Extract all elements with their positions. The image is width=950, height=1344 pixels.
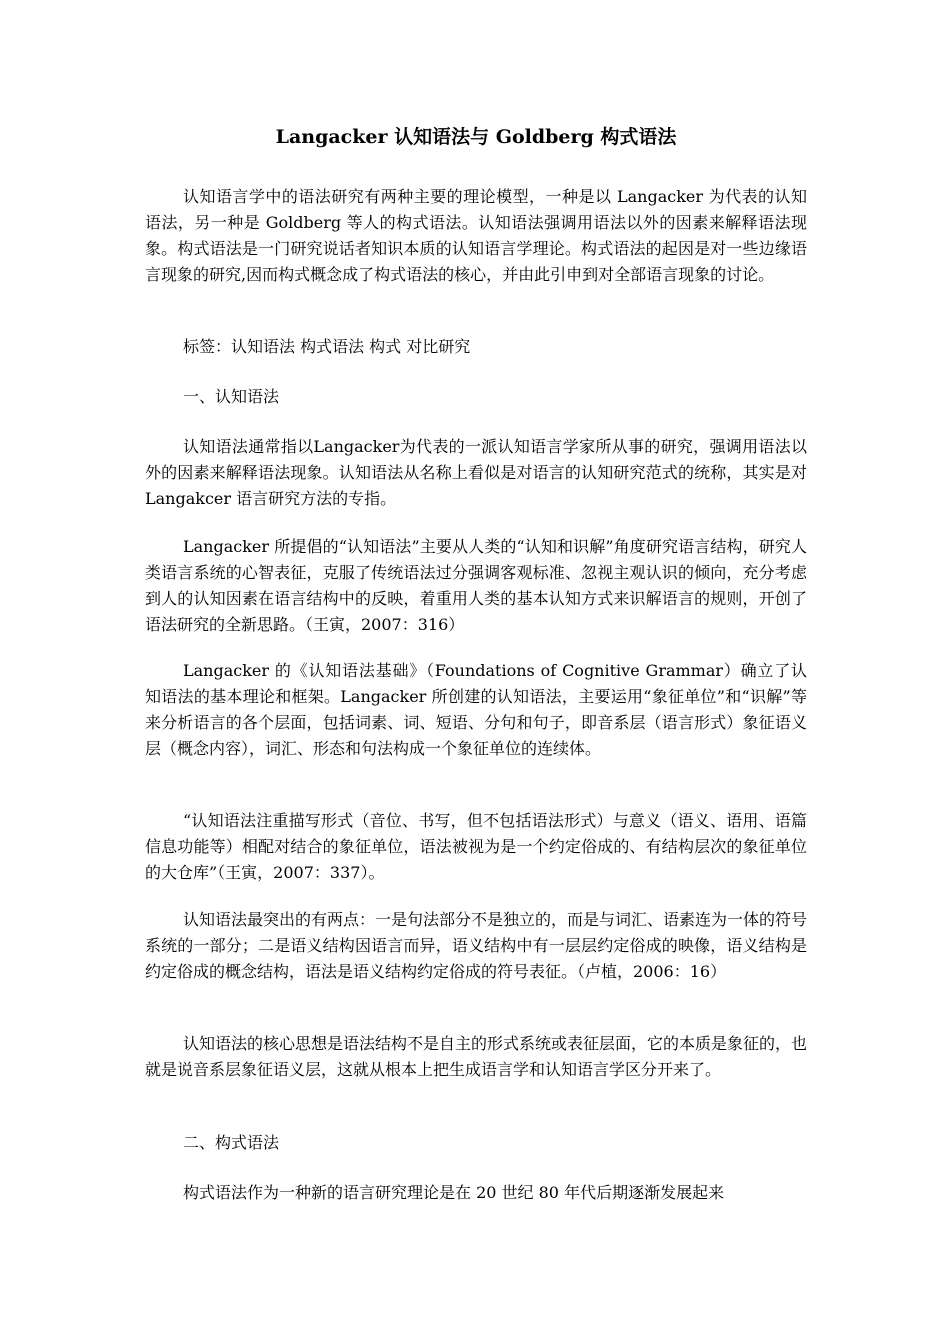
- body-paragraph: 认知语法的核心思想是语法结构不是自主的形式系统或表征层面，它的本质是象征的，也就是说音系层象征语义层，这就从根本上把生成语言学和认知语言学区分开来了。: [145, 1034, 808, 1079]
- section-heading-construction-grammar: 二、构式语法: [183, 1133, 280, 1152]
- body-paragraph: Langacker 所提倡的“认知语法”主要从人类的“认知和识解”角度研究语言结构，研究人类语言系统的心智表征，克服了传统语法过分强调客观标准、忽视主观认识的倾向，充分考虑到人的认知因素在语言结构中的反映，着重用人类的基本认知方式来识解语言的规则，开创了语法研究的全新思路。（王寅，2007：316）: [145, 537, 807, 634]
- document-title: Langacker 认知语法与 Goldberg 构式语法: [275, 126, 677, 148]
- body-paragraph: Langacker 的《认知语法基础》（Foundations of Cognitive Grammar）确立了认知语法的基本理论和框架。Langacker 所创建的认知语法，主要运用“象征单位”和“识解”等来分析语言的各个层面，包括词素、词、短语、分句和句子，即音系层（语言形式）象征语义层（概念内容），词汇、形态和句法构成一个象征单位的连续体。: [145, 661, 807, 758]
- body-paragraph: “认知语法注重描写形式（音位、书写，但不包括语法形式）与意义（语义、语用、语篇信息功能等）相配对结合的象征单位，语法被视为是一个约定俗成的、有结构层次的象征单位的大仓库”（王寅，2007：337）。: [145, 811, 807, 882]
- body-paragraph: 构式语法作为一种新的语言研究理论是在 20 世纪 80 年代后期逐渐发展起来: [183, 1183, 725, 1202]
- body-paragraph: 认知语法最突出的有两点：一是句法部分不是独立的，而是与词汇、语素连为一体的符号系统的一部分；二是语义结构因语言而异，语义结构中有一层层约定俗成的映像，语义结构是约定俗成的概念结构，语法是语义结构约定俗成的符号表征。（卢植，2006：16）: [145, 910, 808, 981]
- keywords-line: 标签：认知语法 构式语法 构式 对比研究: [183, 337, 471, 356]
- abstract-paragraph: 认知语言学中的语法研究有两种主要的理论模型，一种是以 Langacker 为代表的认知语法，另一种是 Goldberg 等人的构式语法。认知语法强调用语法以外的因素来解释语法现象。构式语法是一门研究说话者知识本质的认知语言学理论。构式语法的起因是对一些边缘语言现象的研究,因而构式概念成了构式语法的核心，并由此引申到对全部语言现象的讨论。: [145, 187, 807, 284]
- body-paragraph: 认知语法通常指以Langacker为代表的一派认知语言学家所从事的研究，强调用语法以外的因素来解释语法现象。认知语法从名称上看似是对语言的认知研究范式的统称，其实是对 Langakcer 语言研究方法的专指。: [145, 437, 807, 508]
- section-heading-cognitive-grammar: 一、认知语法: [183, 387, 280, 406]
